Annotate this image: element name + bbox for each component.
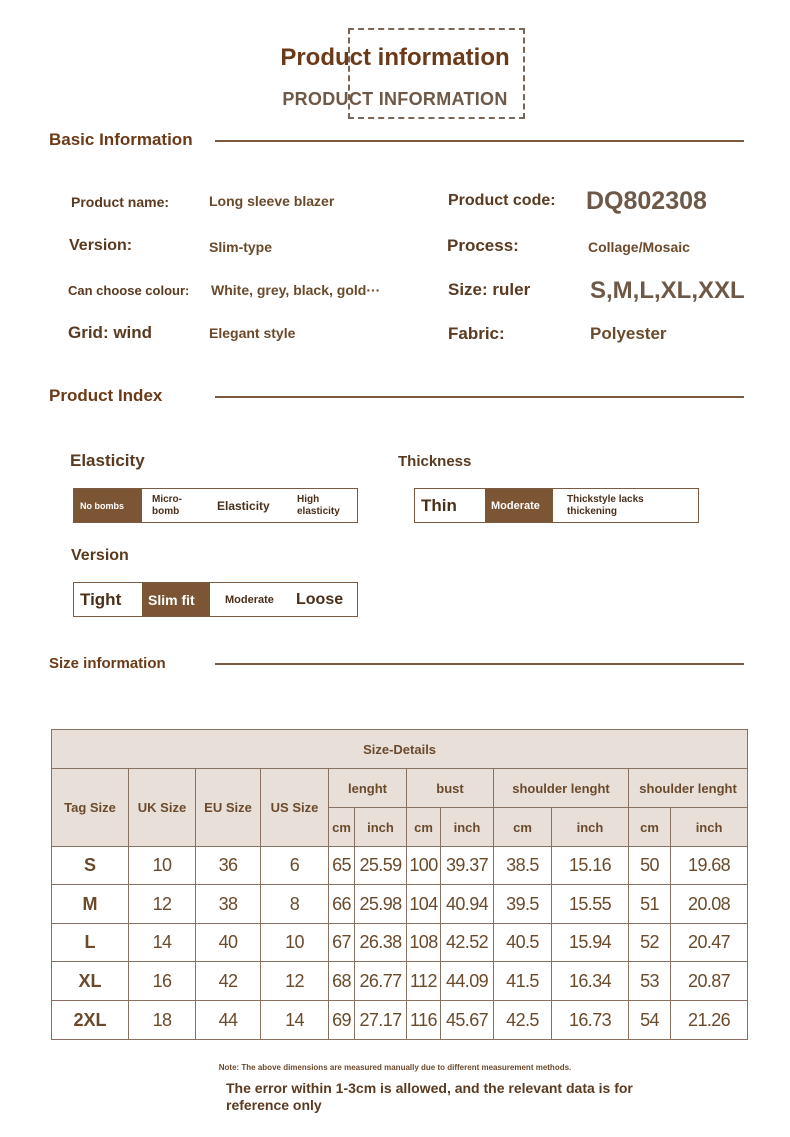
header-unit-inch: inch: [552, 808, 629, 847]
label-grid-wind: Grid: wind: [68, 323, 153, 342]
cell-shoulder2-cm: 54: [629, 1001, 671, 1040]
section-divider: [215, 140, 744, 142]
cell-shoulder2-cm: 52: [629, 924, 671, 962]
cell-length-cm: 68: [329, 962, 355, 1001]
cell-uk: 14: [129, 924, 196, 962]
header-unit-cm: cm: [329, 808, 355, 847]
cell-bust-cm: 112: [407, 962, 441, 1001]
cell-length-cm: 65: [329, 847, 355, 885]
version-option-selected: Slim fit: [142, 583, 210, 616]
size-table: [51, 729, 748, 1040]
version-option: Moderate: [225, 593, 274, 606]
table-row: [52, 924, 748, 962]
cell-us: 12: [261, 962, 329, 1001]
value-style: Elegant style: [209, 325, 296, 341]
cell-shoulder2-inch: 21.26: [671, 1001, 748, 1040]
cell-bust-cm: 104: [407, 885, 441, 924]
elasticity-title: Elasticity: [70, 451, 145, 470]
cell-bust-inch: 42.52: [441, 924, 494, 962]
cell-us: 8: [261, 885, 329, 924]
cell-shoulder-inch: 15.16: [552, 847, 629, 885]
note-measurement: Note: The above dimensions are measured manually due to different measurement methods.: [218, 1063, 572, 1072]
cell-length-inch: 25.59: [355, 847, 407, 885]
cell-bust-inch: 44.09: [441, 962, 494, 1001]
cell-shoulder2-cm: 50: [629, 847, 671, 885]
page-subtitle: PRODUCT INFORMATION: [282, 89, 508, 109]
cell-shoulder2-inch: 20.87: [671, 962, 748, 1001]
cell-length-inch: 26.38: [355, 924, 407, 962]
elasticity-option: Micro-bomb: [152, 493, 182, 517]
note-error-tolerance: The error within 1-3cm is allowed, and the relevant data is for reference only: [226, 1080, 633, 1113]
cell-shoulder-cm: 38.5: [494, 847, 552, 885]
header-unit-inch: inch: [441, 808, 494, 847]
section-divider: [215, 663, 744, 665]
label-colour: Can choose colour:: [68, 283, 190, 298]
table-row: [52, 847, 748, 885]
header-uk-size: UK Size: [129, 769, 196, 847]
cell-shoulder-inch: 16.34: [552, 962, 629, 1001]
cell-bust-inch: 39.37: [441, 847, 494, 885]
version-title: Version: [71, 547, 129, 564]
header-unit-cm: cm: [407, 808, 441, 847]
cell-tag: 2XL: [52, 1001, 129, 1040]
value-fabric: Polyester: [590, 324, 667, 343]
table-row: [52, 962, 748, 1001]
cell-eu: 36: [196, 847, 261, 885]
value-product-name: Long sleeve blazer: [209, 193, 335, 209]
cell-shoulder-cm: 39.5: [494, 885, 552, 924]
label-size-ruler: Size: ruler: [448, 280, 531, 299]
header-eu-size: EU Size: [196, 769, 261, 847]
cell-shoulder2-inch: 20.08: [671, 885, 748, 924]
table-row: [52, 885, 748, 924]
cell-shoulder-cm: 40.5: [494, 924, 552, 962]
table-row: [52, 1001, 748, 1040]
elasticity-option-selected: No bombs: [74, 489, 142, 522]
elasticity-scale: [73, 488, 358, 523]
cell-bust-inch: 40.94: [441, 885, 494, 924]
cell-uk: 12: [129, 885, 196, 924]
cell-shoulder-cm: 41.5: [494, 962, 552, 1001]
cell-length-inch: 25.98: [355, 885, 407, 924]
size-table-title: Size-Details: [52, 730, 748, 769]
cell-eu: 44: [196, 1001, 261, 1040]
cell-bust-cm: 100: [407, 847, 441, 885]
label-product-name: Product name:: [71, 194, 170, 210]
cell-eu: 38: [196, 885, 261, 924]
header-us-size: US Size: [261, 769, 329, 847]
label-version: Version:: [69, 237, 133, 254]
thickness-option: Thickstyle lacks thickening: [567, 493, 644, 517]
section-title-basic: Basic Information: [49, 130, 193, 149]
header-unit-cm: cm: [494, 808, 552, 847]
cell-shoulder-inch: 15.94: [552, 924, 629, 962]
value-sizes: S,M,L,XL,XXL: [590, 277, 745, 304]
header-shoulder-length: shoulder lenght: [494, 769, 629, 808]
header-shoulder-length-2: shoulder lenght: [629, 769, 748, 808]
section-title-index: Product Index: [49, 386, 163, 405]
cell-shoulder2-inch: 20.47: [671, 924, 748, 962]
cell-us: 6: [261, 847, 329, 885]
label-fabric: Fabric:: [448, 324, 505, 343]
header-unit-inch: inch: [671, 808, 748, 847]
cell-eu: 42: [196, 962, 261, 1001]
thickness-scale: [414, 488, 699, 523]
section-title-size: Size information: [49, 655, 166, 672]
cell-shoulder2-cm: 53: [629, 962, 671, 1001]
page-title: Product information: [280, 44, 510, 71]
cell-length-cm: 67: [329, 924, 355, 962]
header-bust: bust: [407, 769, 494, 808]
section-divider: [215, 396, 744, 398]
value-version: Slim-type: [209, 239, 273, 255]
cell-bust-inch: 45.67: [441, 1001, 494, 1040]
cell-shoulder2-cm: 51: [629, 885, 671, 924]
version-scale: [73, 582, 358, 617]
cell-bust-cm: 116: [407, 1001, 441, 1040]
cell-us: 10: [261, 924, 329, 962]
cell-uk: 10: [129, 847, 196, 885]
header-unit-inch: inch: [355, 808, 407, 847]
header-length: lenght: [329, 769, 407, 808]
cell-shoulder-inch: 16.73: [552, 1001, 629, 1040]
cell-us: 14: [261, 1001, 329, 1040]
elasticity-option: Elasticity: [217, 498, 270, 513]
version-option: Tight: [80, 589, 122, 609]
cell-length-cm: 69: [329, 1001, 355, 1040]
cell-tag: L: [52, 924, 129, 962]
cell-length-inch: 27.17: [355, 1001, 407, 1040]
version-option: Loose: [296, 590, 344, 608]
cell-uk: 18: [129, 1001, 196, 1040]
thickness-option-selected: Moderate: [485, 489, 553, 522]
thickness-option: Thin: [421, 495, 457, 515]
cell-shoulder2-inch: 19.68: [671, 847, 748, 885]
value-process: Collage/Mosaic: [588, 239, 690, 255]
cell-length-inch: 26.77: [355, 962, 407, 1001]
cell-tag: M: [52, 885, 129, 924]
label-process: Process:: [447, 236, 519, 255]
cell-tag: S: [52, 847, 129, 885]
cell-length-cm: 66: [329, 885, 355, 924]
cell-shoulder-inch: 15.55: [552, 885, 629, 924]
cell-shoulder-cm: 42.5: [494, 1001, 552, 1040]
cell-uk: 16: [129, 962, 196, 1001]
cell-eu: 40: [196, 924, 261, 962]
header-tag-size: Tag Size: [52, 769, 129, 847]
value-colour: White, grey, black, gold···: [211, 282, 381, 298]
cell-tag: XL: [52, 962, 129, 1001]
header-unit-cm: cm: [629, 808, 671, 847]
value-product-code: DQ802308: [586, 187, 707, 215]
label-product-code: Product code:: [448, 192, 556, 209]
thickness-title: Thickness: [398, 453, 472, 470]
cell-bust-cm: 108: [407, 924, 441, 962]
elasticity-option: High elasticity: [297, 493, 340, 517]
